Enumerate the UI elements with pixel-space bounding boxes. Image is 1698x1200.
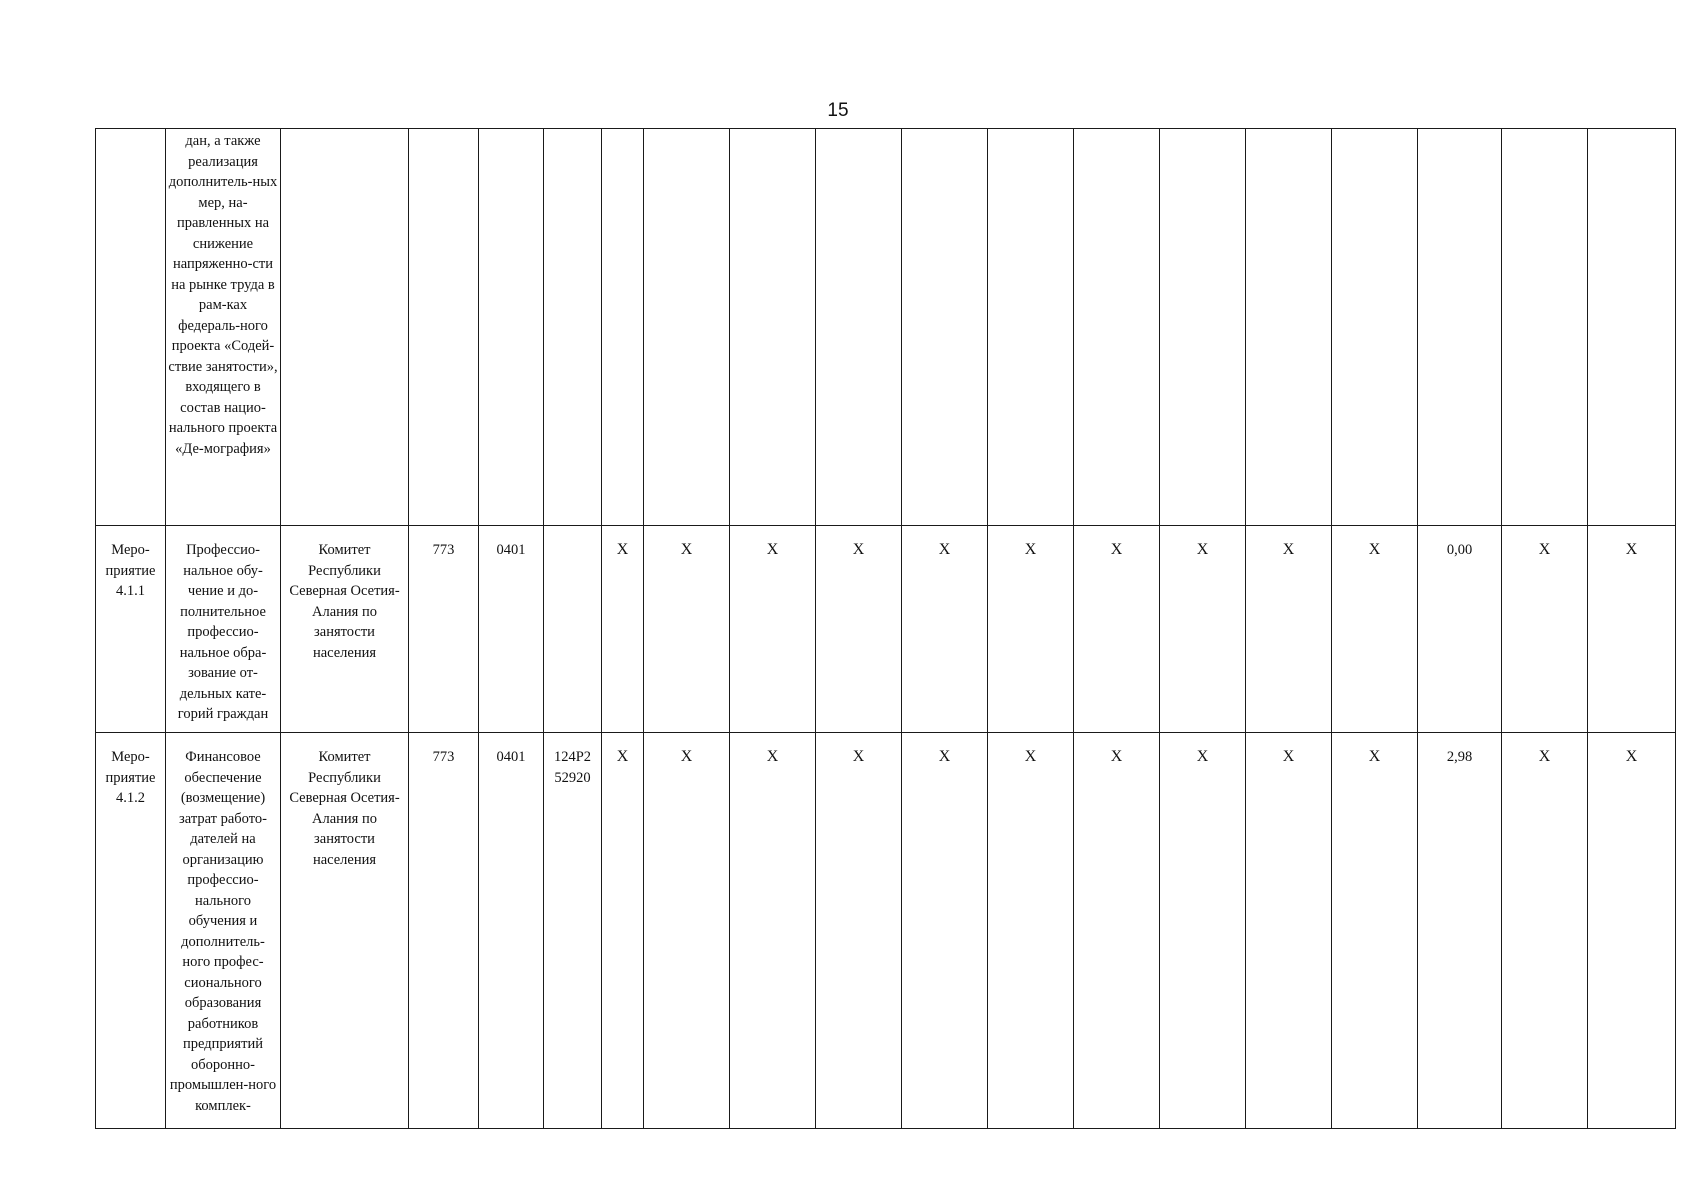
value-cell: X bbox=[1074, 526, 1160, 733]
value-cell: X bbox=[1160, 733, 1246, 1129]
value-cell: X bbox=[1246, 526, 1332, 733]
value-cell: X bbox=[902, 733, 988, 1129]
measure-label-cell: Меро-приятие 4.1.1 bbox=[96, 526, 166, 733]
value-cell bbox=[602, 129, 644, 526]
value-cell bbox=[730, 129, 816, 526]
value-cell bbox=[1246, 129, 1332, 526]
grbs-cell bbox=[409, 129, 479, 526]
table-row bbox=[96, 526, 1676, 733]
value-cell bbox=[902, 129, 988, 526]
value-cell bbox=[1418, 129, 1502, 526]
table-row bbox=[96, 733, 1676, 1129]
value-cell: X bbox=[1588, 733, 1676, 1129]
value-cell bbox=[988, 129, 1074, 526]
value-cell bbox=[1074, 129, 1160, 526]
measure-label-cell: Меро-приятие 4.1.2 bbox=[96, 733, 166, 1129]
measure-name-cell: Профессио-нальное обу-чение и до-полнительное профессио-нальное обра-зование от-дельных кате-горий граждан bbox=[166, 526, 281, 733]
measure-name-cell: дан, а также реализация дополнитель-ных мер, на-правленных на снижение напряженно-сти на рынке труда в рам-ках федераль-ного проекта «Содей-ствие занятости», входящего в состав нацио-нального проекта «Де-мография» bbox=[166, 129, 281, 526]
measure-label-cell bbox=[96, 129, 166, 526]
value-cell bbox=[1588, 129, 1676, 526]
value-cell: X bbox=[602, 733, 644, 1129]
value-cell bbox=[644, 129, 730, 526]
value-cell: X bbox=[730, 733, 816, 1129]
value-cell: X bbox=[1332, 733, 1418, 1129]
rzpr-cell bbox=[479, 129, 544, 526]
rzpr-cell: 0401 bbox=[479, 733, 544, 1129]
value-cell: X bbox=[902, 526, 988, 733]
value-cell: 0,00 bbox=[1418, 526, 1502, 733]
csr-cell bbox=[544, 129, 602, 526]
table-row bbox=[96, 129, 1676, 526]
executor-cell: Комитет Республики Северная Осетия-Алания по занятости населения bbox=[281, 526, 409, 733]
value-cell: X bbox=[988, 733, 1074, 1129]
value-cell bbox=[816, 129, 902, 526]
csr-cell bbox=[544, 526, 602, 733]
value-cell: X bbox=[816, 733, 902, 1129]
value-cell: X bbox=[1246, 733, 1332, 1129]
csr-cell: 124Р2 52920 bbox=[544, 733, 602, 1129]
measure-name-cell: Финансовое обеспечение (возмещение) затрат работо-дателей на организацию профессио-нального обучения и дополнитель-ного профес-сионального образования работников предприятий оборонно-промышлен-ного комплек- bbox=[166, 733, 281, 1129]
grbs-cell: 773 bbox=[409, 733, 479, 1129]
value-cell: X bbox=[1160, 526, 1246, 733]
rzpr-cell: 0401 bbox=[479, 526, 544, 733]
value-cell: X bbox=[1502, 526, 1588, 733]
value-cell: X bbox=[1502, 733, 1588, 1129]
executor-cell: Комитет Республики Северная Осетия-Алания по занятости населения bbox=[281, 733, 409, 1129]
page-number: 15 bbox=[827, 100, 849, 121]
executor-cell bbox=[281, 129, 409, 526]
value-cell bbox=[1502, 129, 1588, 526]
value-cell: X bbox=[1074, 733, 1160, 1129]
value-cell: X bbox=[602, 526, 644, 733]
value-cell: X bbox=[644, 733, 730, 1129]
value-cell: X bbox=[730, 526, 816, 733]
value-cell: X bbox=[816, 526, 902, 733]
value-cell bbox=[1332, 129, 1418, 526]
value-cell: 2,98 bbox=[1418, 733, 1502, 1129]
grbs-cell: 773 bbox=[409, 526, 479, 733]
program-table bbox=[95, 128, 1676, 1129]
value-cell: X bbox=[1588, 526, 1676, 733]
value-cell: X bbox=[644, 526, 730, 733]
value-cell: X bbox=[988, 526, 1074, 733]
value-cell bbox=[1160, 129, 1246, 526]
value-cell: X bbox=[1332, 526, 1418, 733]
